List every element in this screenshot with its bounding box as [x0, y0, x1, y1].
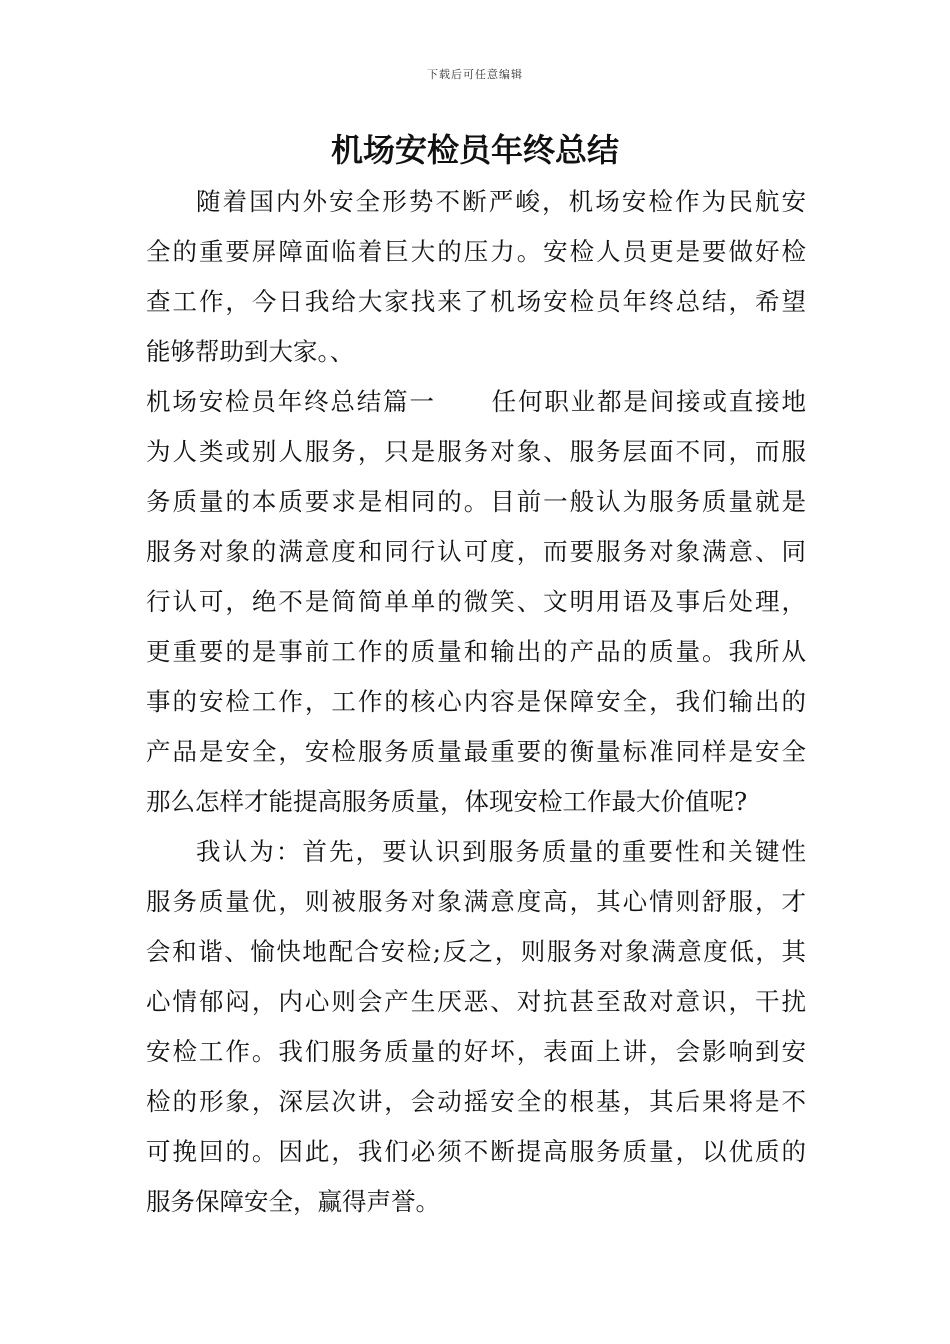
text-line: 全的重要屏障面临着巨大的压力。安检人员更是要做好检 [146, 237, 806, 266]
text-line: 心情郁闷，内心则会产生厌恶、对抗甚至敌对意识，干扰 [146, 987, 806, 1016]
text-line: 更重要的是事前工作的质量和输出的产品的质量。我所从 [146, 637, 806, 666]
section-heading: 机场安检员年终总结篇一 [146, 387, 436, 416]
text-line: 产品是安全，安检服务质量最重要的衡量标准同样是安全 [146, 737, 806, 766]
text-line: 事的安检工作，工作的核心内容是保障安全，我们输出的 [146, 687, 806, 716]
header-note: 下载后可任意编辑 [427, 68, 523, 81]
text-line: 服务质量优，则被服务对象满意度高，其心情则舒服，才 [146, 887, 806, 916]
text-line: 可挽回的。因此，我们必须不断提高服务质量，以优质的 [146, 1137, 806, 1166]
text-line: 检的形象，深层次讲，会动摇安全的根基，其后果将是不 [146, 1087, 806, 1116]
page-title: 机场安检员年终总结 [330, 131, 619, 169]
section-heading-line [146, 377, 806, 427]
text-segment: 任何职业都是间接或直接地 [489, 387, 807, 416]
text-line: 服务对象的满意度和同行认可度，而要服务对象满意、同 [146, 537, 806, 566]
text-line: 我认为：首先，要认识到服务质量的重要性和关键性 [196, 837, 806, 866]
text-line: 务质量的本质要求是相同的。目前一般认为服务质量就是 [146, 487, 806, 516]
text-line: 安检工作。我们服务质量的好坏，表面上讲，会影响到安 [146, 1037, 806, 1066]
text-line: 行认可，绝不是简简单单的微笑、文明用语及事后处理， [146, 587, 806, 616]
text-line: 查工作，今日我给大家找来了机场安检员年终总结，希望 [146, 287, 806, 316]
text-line: 会和谐、愉快地配合安检;反之，则服务对象满意度低，其 [146, 937, 806, 966]
document-body [146, 177, 806, 1227]
text-line: 能够帮助到大家。、 [146, 337, 355, 366]
text-line: 那么怎样才能提高服务质量，体现安检工作最大价值呢? [146, 787, 748, 816]
text-line: 服务保障安全，赢得声誉。 [146, 1187, 440, 1216]
text-line: 为人类或别人服务，只是服务对象、服务层面不同，而服 [146, 437, 806, 466]
text-line: 随着国内外安全形势不断严峻，机场安检作为民航安 [196, 187, 806, 216]
